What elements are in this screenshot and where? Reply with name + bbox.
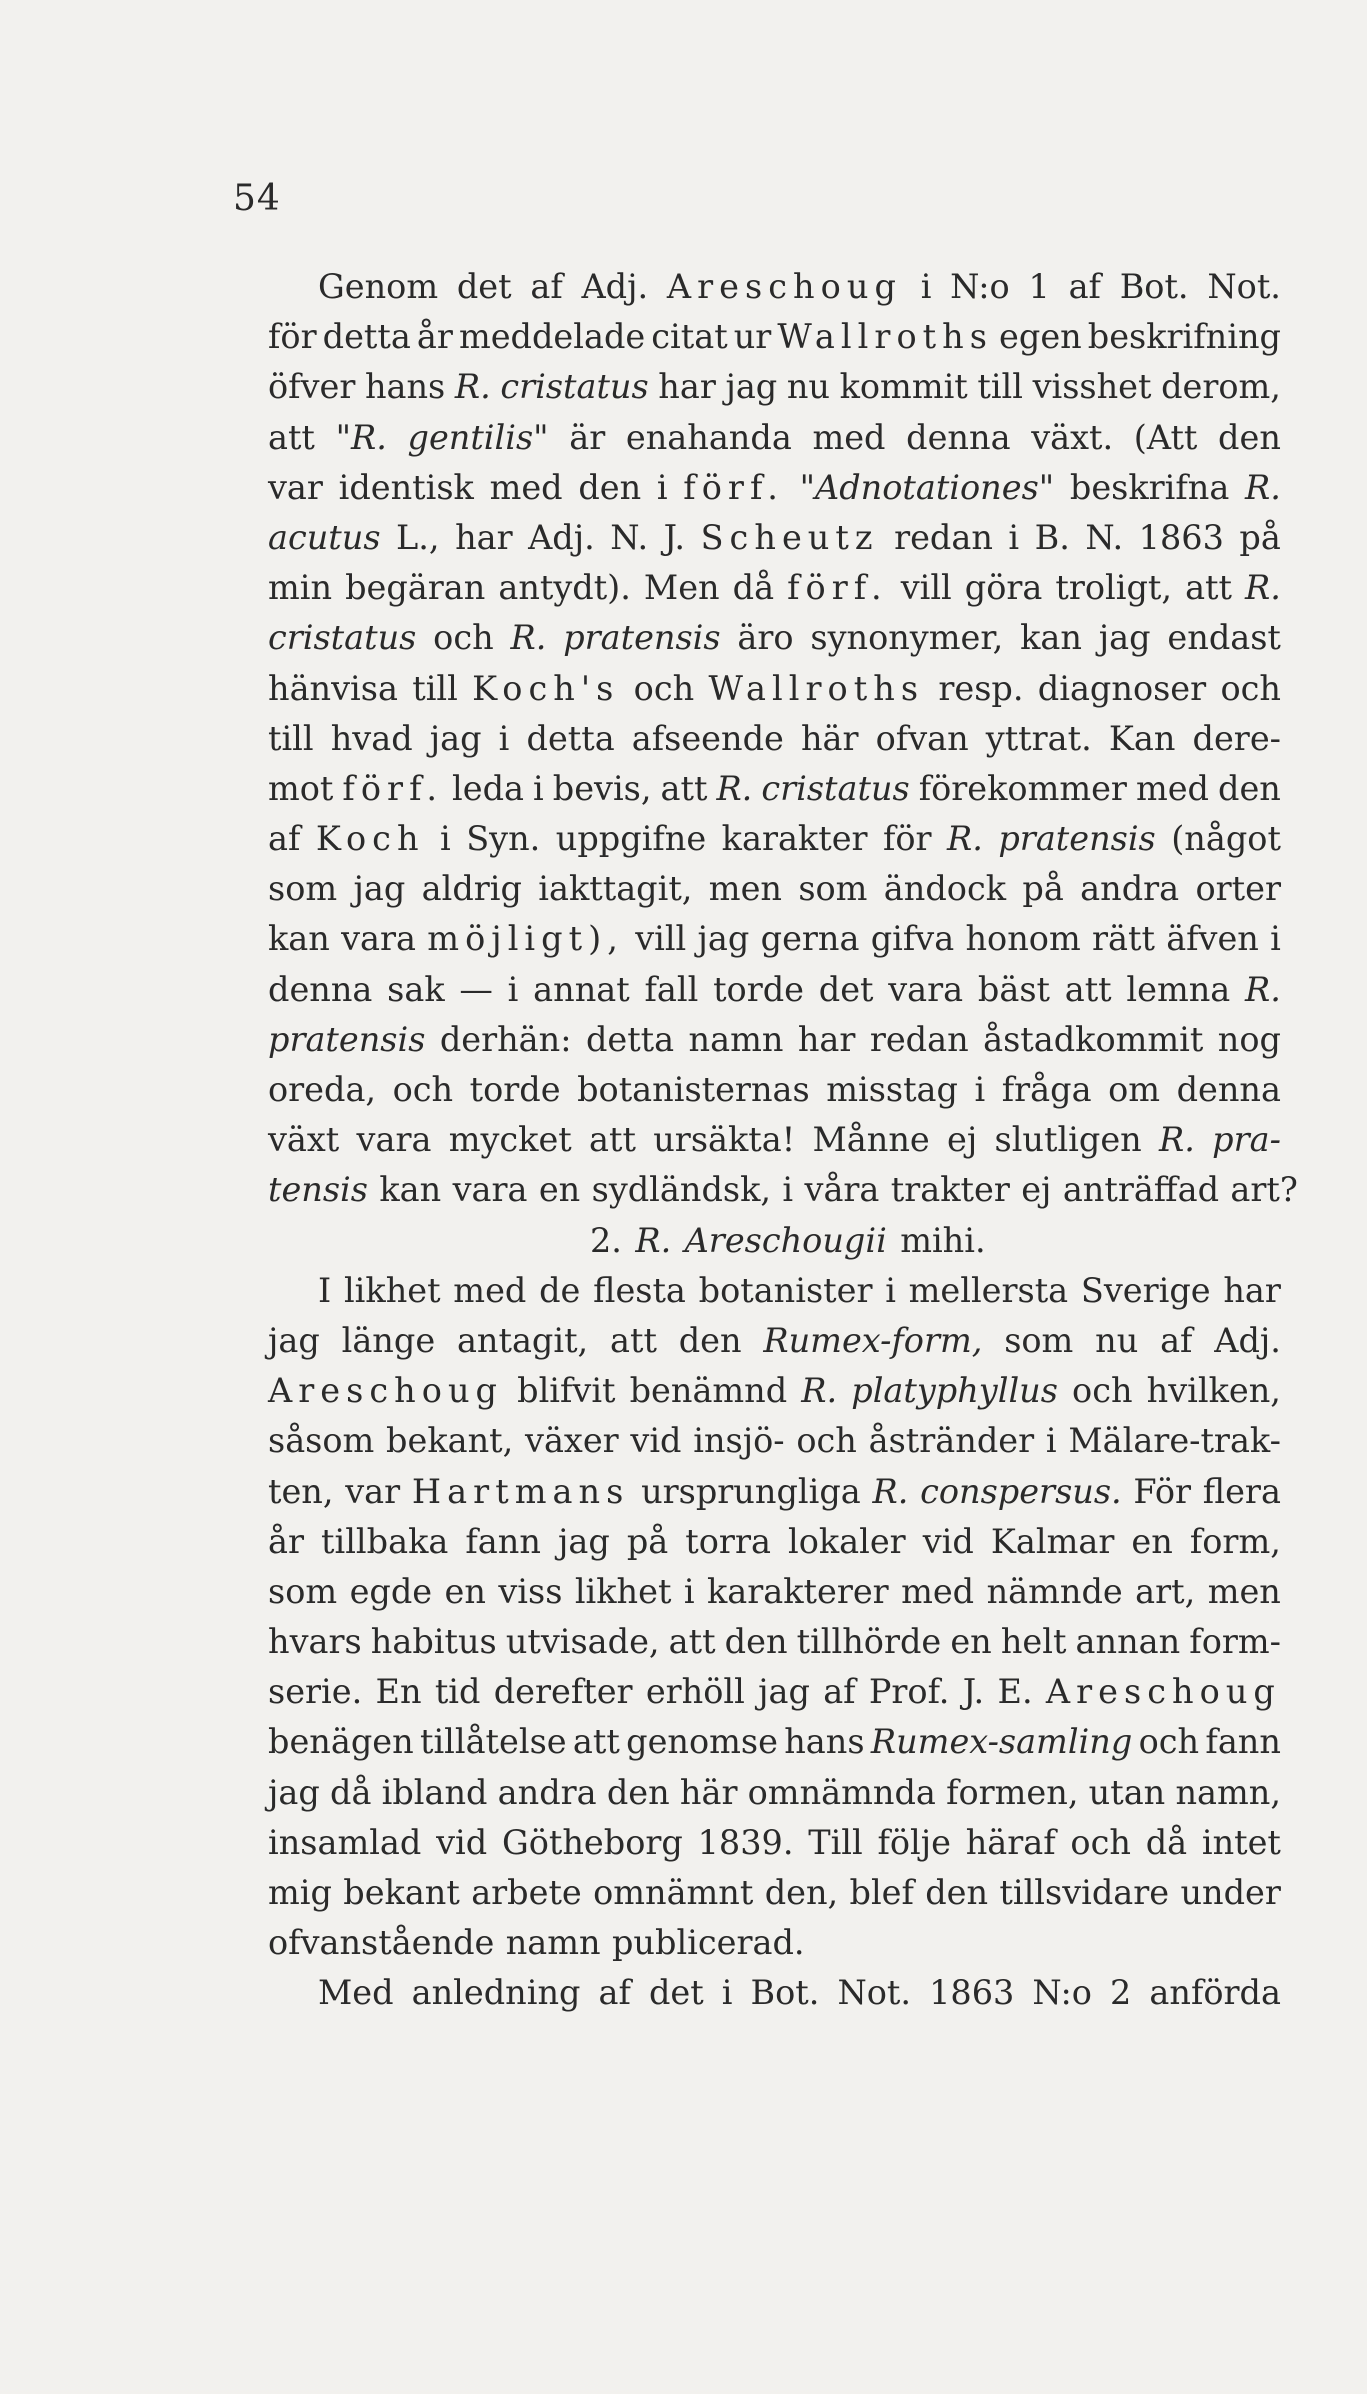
text-line: kan vara möjligt), vill jag gerna gifva honom rätt äfven i xyxy=(268,919,1281,959)
text-line: jag länge antagit, att den Rumex-form, som nu af Adj. xyxy=(268,1320,1281,1360)
text-line: till hvad jag i detta afseende här ofvan yttrat. Kan dere- xyxy=(268,718,1281,758)
text-line: hvars habitus utvisade, att den tillhörde en helt annan form- xyxy=(268,1622,1281,1662)
text-line: såsom bekant, växer vid insjö- och åstränder i Mälare-trak- xyxy=(268,1421,1281,1461)
text-line: var identisk med den i förf. "Adnotationes" beskrifna R. xyxy=(268,467,1281,507)
text-line: insamlad vid Götheborg 1839. Till följe häraf och då intet xyxy=(268,1822,1281,1862)
page-number: 54 xyxy=(233,178,281,219)
text-line: Genom det af Adj. Areschoug i N:o 1 af Bot. Not. xyxy=(318,267,1281,306)
text-line: oreda, och torde botanisternas misstag i fråga om denna xyxy=(268,1070,1281,1109)
text-line: ten, var Hartmans ursprungliga R. conspersus. För flera xyxy=(268,1471,1281,1511)
text-line: I likhet med de flesta botanister i mellersta Sverige har xyxy=(318,1270,1281,1310)
text-line: år tillbaka fann jag på torra lokaler vid Kalmar en form, xyxy=(268,1521,1281,1561)
text-line: mot förf. leda i bevis, att R. cristatus förekommer med den xyxy=(268,768,1281,808)
text-line: min begäran antydt). Men då förf. vill göra troligt, att R. xyxy=(268,568,1281,608)
text-line: denna sak — i annat fall torde det vara bäst att lemna R. xyxy=(268,969,1281,1009)
text-line: tensis kan vara en sydländsk, i våra trakter ej anträffad art? xyxy=(268,1170,1298,1210)
text-line: jag då ibland andra den här omnämnda formen, utan namn, xyxy=(268,1772,1281,1812)
text-line: Med anledning af det i Bot. Not. 1863 N:o 2 anförda xyxy=(318,1973,1281,2013)
text-line: ofvanstående namn publicerad. xyxy=(268,1923,805,1963)
text-line: mig bekant arbete omnämnt den, blef den tillsvidare under xyxy=(268,1873,1281,1912)
text-line: serie. En tid derefter erhöll jag af Prof. J. E. Areschoug xyxy=(268,1672,1281,1712)
text-line: hänvisa till Koch's och Wallroths resp. diagnoser och xyxy=(268,668,1281,708)
text-line: att "R. gentilis" är enahanda med denna växt. (Att den xyxy=(268,417,1281,457)
section-heading: 2. R. Areschougii mihi. xyxy=(589,1220,986,1260)
text-line: växt vara mycket att ursäkta! Månne ej slutligen R. pra- xyxy=(268,1120,1281,1160)
text-line: cristatus och R. pratensis äro synonymer, kan jag endast xyxy=(268,618,1281,658)
text-line: benägen tillåtelse att genomse hans Rumex-samling och fann xyxy=(268,1722,1281,1762)
text-line: pratensis derhän: detta namn har redan åstadkommit nog xyxy=(268,1019,1281,1059)
text-line: för detta år meddelade citat ur Wallroths egen beskrifning xyxy=(268,317,1281,357)
text-line: öfver hans R. cristatus har jag nu kommit till visshet derom, xyxy=(268,367,1281,407)
text-line: af Koch i Syn. uppgifne karakter för R. pratensis (något xyxy=(268,819,1281,859)
text-line: acutus L., har Adj. N. J. Scheutz redan i B. N. 1863 på xyxy=(268,517,1281,557)
text-line: Areschoug blifvit benämnd R. platyphyllus och hvilken, xyxy=(268,1371,1281,1411)
body-text xyxy=(268,262,1298,2019)
text-line: som egde en viss likhet i karakterer med nämnde art, men xyxy=(268,1571,1281,1611)
text-line: som jag aldrig iakttagit, men som ändock på andra orter xyxy=(268,869,1281,909)
